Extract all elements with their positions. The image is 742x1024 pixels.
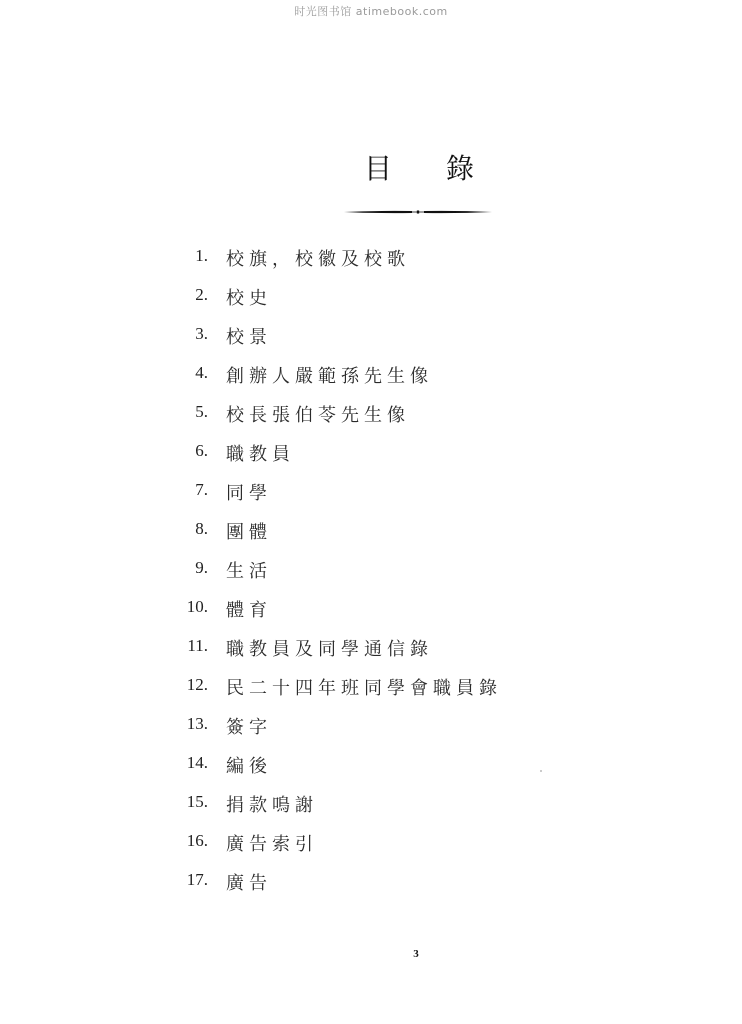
toc-entry-number: 3.	[195, 324, 208, 343]
toc-entry	[160, 552, 580, 591]
toc-entry-label: 校史	[226, 288, 272, 309]
toc-entry	[160, 357, 580, 396]
toc-entry	[160, 240, 580, 279]
toc-entry-label: 團體	[226, 522, 272, 543]
toc-entry-number: 10.	[186, 597, 208, 616]
toc-entry-number: 17.	[186, 870, 208, 889]
toc-entry	[160, 474, 580, 513]
toc-entry-label: 校景	[226, 327, 272, 348]
toc-entry-label: 體育	[226, 600, 272, 621]
toc-entry-number: 9.	[195, 558, 208, 577]
toc-entry	[160, 279, 580, 318]
toc-entry-label: 民二十四年班同學會職員錄	[226, 678, 502, 699]
toc-entry-number: 4.	[195, 363, 208, 382]
toc-entry-label: 編後	[226, 756, 272, 777]
toc-entry-number: 8.	[195, 519, 208, 538]
toc-entry-number: 13.	[186, 714, 208, 733]
toc-entry-label: 生活	[226, 561, 272, 582]
toc-entry-number: 14.	[186, 753, 208, 772]
toc-entry	[160, 396, 580, 435]
toc-entry-number: 15.	[186, 792, 208, 811]
toc-entry	[160, 786, 580, 825]
toc-entry	[160, 435, 580, 474]
toc-entry-number: 2.	[195, 285, 208, 304]
toc-entry-number: 6.	[195, 441, 208, 460]
toc-entry-label: 簽字	[226, 717, 272, 738]
toc-entry-number: 5.	[195, 402, 208, 421]
toc-entry	[160, 708, 580, 747]
page-number: 3	[413, 948, 419, 960]
toc-entry	[160, 864, 580, 903]
toc-entry	[160, 513, 580, 552]
toc-entry-label: 職教員及同學通信錄	[226, 639, 433, 660]
toc-entry-number: 1.	[195, 246, 208, 265]
toc-entry-label: 廣告索引	[226, 834, 318, 855]
toc-entry	[160, 747, 580, 786]
scan-speck	[540, 770, 542, 772]
title-ornament-rule	[342, 206, 494, 218]
watermark: 时光图书馆 atimebook.com	[294, 5, 448, 18]
toc-entry-number: 11.	[187, 636, 208, 655]
toc-entry-label: 校旗，校徽及校歌	[226, 249, 410, 270]
toc-entry	[160, 630, 580, 669]
title-char-1: 目	[364, 152, 393, 185]
toc-entry-label: 職教員	[226, 444, 295, 465]
toc-entry	[160, 669, 580, 708]
toc-entry-label: 廣告	[226, 873, 272, 894]
toc-entry	[160, 591, 580, 630]
toc-entry-label: 創辦人嚴範孫先生像	[226, 366, 433, 387]
toc-entry-number: 16.	[186, 831, 208, 850]
toc-entry	[160, 825, 580, 864]
table-of-contents	[160, 240, 580, 903]
toc-entry-number: 12.	[186, 675, 208, 694]
toc-entry-label: 捐款鳴謝	[226, 795, 318, 816]
title-char-2: 錄	[446, 152, 475, 185]
toc-entry	[160, 318, 580, 357]
toc-entry-label: 校長張伯苓先生像	[226, 405, 410, 426]
toc-entry-label: 同學	[226, 483, 272, 504]
toc-entry-number: 7.	[195, 480, 208, 499]
